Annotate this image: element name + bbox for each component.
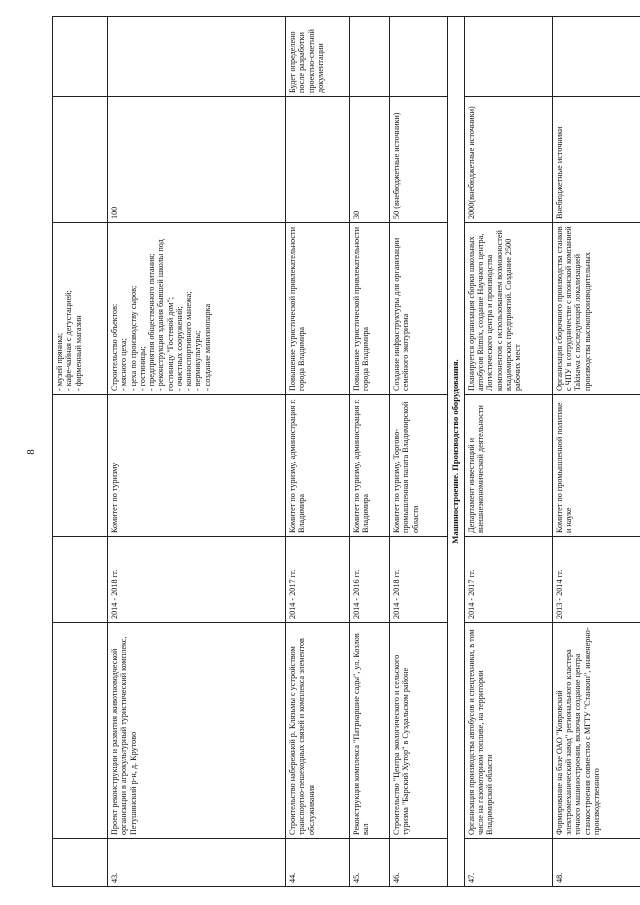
table-row [552,17,640,887]
activity-line: - мясного цеха; [119,338,129,391]
row-number-cell: 44. [286,839,350,887]
row-number-cell: 47. [464,839,552,887]
period-cell: 2014 - 2018 гг. [108,537,286,623]
table-row [108,17,286,887]
project-name-cell: Проект реконструкции и развития животноводческой организации в агрокультурный туристический комплекс, Петушинский р-н, д. Крутово [108,623,286,839]
project-name-cell: Формирование на базе ОАО "Ковровский электромеханический завод" регионального кластера точного машиностроения, включая создание центра станкостроения совместно с МГТУ "Станкин", инженерно-производственного [552,623,640,839]
funding-cell: 100 [108,97,286,223]
row-number-cell [53,839,108,887]
activities-cell [53,223,108,395]
table-row [286,17,350,887]
section-title: Машиностроение. Производство оборудования. [448,17,465,887]
period-cell: 2014 - 2017 гг. [464,537,552,623]
notes-cell: Будет определено после разработки проектно-сметной документации [286,17,350,97]
activity-line: - гостиницы; [137,346,147,391]
activity-line: Повышение туристической привлекательности города Владимира [352,227,371,391]
activities-cell [464,223,552,395]
project-name-cell: Строительство "Центра экологического и сельского туризма "Барский Хутор" в Суздальском районе [390,623,448,839]
row-number-cell: 45. [350,839,390,887]
executor-cell: Комитет по туризму [108,395,286,537]
projects-table [52,16,640,887]
activity-line: Повышение туристической привлекательности города Владимира [288,227,307,391]
period-cell: 2014 - 2018 гг. [390,537,448,623]
table-row [350,17,390,887]
notes-cell [390,17,448,97]
project-name-cell [53,623,108,839]
activities-cell [350,223,390,395]
activity-line: - музей пряника; [55,332,64,391]
row-number-cell: 48. [552,839,640,887]
activity-line: - кафе-чайная с дегустацией; [64,290,74,391]
table-row [390,17,448,887]
activity-line: Строительство объектов: [110,303,119,391]
funding-cell: 50 (внебюджетные источники) [390,97,448,223]
notes-cell [552,17,640,97]
notes-cell [464,17,552,97]
table-row [53,17,108,887]
funding-cell: Внебюджетные источники [552,97,640,223]
rotated-table-page [52,17,637,887]
funding-cell: 30 [350,97,390,223]
notes-cell [53,17,108,97]
period-cell: 2014 - 2016 гг. [350,537,390,623]
activity-line: - реконструкция здания бывшей школы под гостиницу "Гостевой дом"; [156,239,175,391]
activity-line: - конноспортивного манежа; [184,291,194,391]
notes-cell [350,17,390,97]
row-number-cell: 43. [108,839,286,887]
funding-cell: 2000(внебюджетные источники) [464,97,552,223]
funding-cell [53,97,108,223]
executor-cell: Комитет по туризму, Торгово-промышленная палата Владимирской области [390,395,448,537]
activity-line: - вермикультуры; [193,330,203,391]
project-name-cell: Организация производства автобусов и спецтехники, в том числе на газомоторном топливе, на территории Владимирской области [464,623,552,839]
activity-line: - фирменный магазин [73,315,83,391]
activities-cell [108,223,286,395]
activity-line: Организация сборочного производства станков с ЧПУ в сотрудничестве с японской компанией Takisawa с последующей локализацией производства высокопроизводительных [554,226,592,391]
row-number-cell: 46. [390,839,448,887]
section-row [448,17,465,887]
executor-cell: Комитет по промышленной политике и науке [552,395,640,537]
period-cell: 2013 - 2014 гг. [552,537,640,623]
activities-cell [286,223,350,395]
period-cell [53,537,108,623]
activity-line: - цеха по производству сыров; [128,285,138,391]
funding-cell [286,97,350,223]
executor-cell [53,395,108,537]
activities-cell [390,223,448,395]
period-cell: 2014 - 2017 гг. [286,537,350,623]
table-row [464,17,552,887]
notes-cell [108,17,286,97]
activity-line: - создание минизоопарка [202,303,212,391]
activities-cell [552,223,640,395]
executor-cell: Комитет по туризму, администрация г. Владимира [286,395,350,537]
activity-line: - очистных сооружений; [174,306,184,391]
project-name-cell: Реконструкция комплекса "Патриаршие сады", ул. Козлов вал [350,623,390,839]
activity-line: Создание инфраструктуры для организации семейного экотуризма [392,237,411,391]
executor-cell: Комитет по туризму, администрация г. Владимира [350,395,390,537]
page-number: 8 [25,449,37,455]
project-name-cell: Строительство набережной р. Клязьмы с устройством транспортно-пешеходных связей и комплекса элементов обслуживания [286,623,350,839]
activity-line: Планируется организация сборки школьных автобусов Ritmix, создание Научного центра, Логистического центра и производства компонентов с использованием возможностей владимирских предприятий. Создание 2500 рабочих мест [466,230,523,391]
activity-line: - предприятия общественного питания; [147,253,157,391]
executor-cell: Департамент инвестиций и внешнеэкономической деятельности [464,395,552,537]
